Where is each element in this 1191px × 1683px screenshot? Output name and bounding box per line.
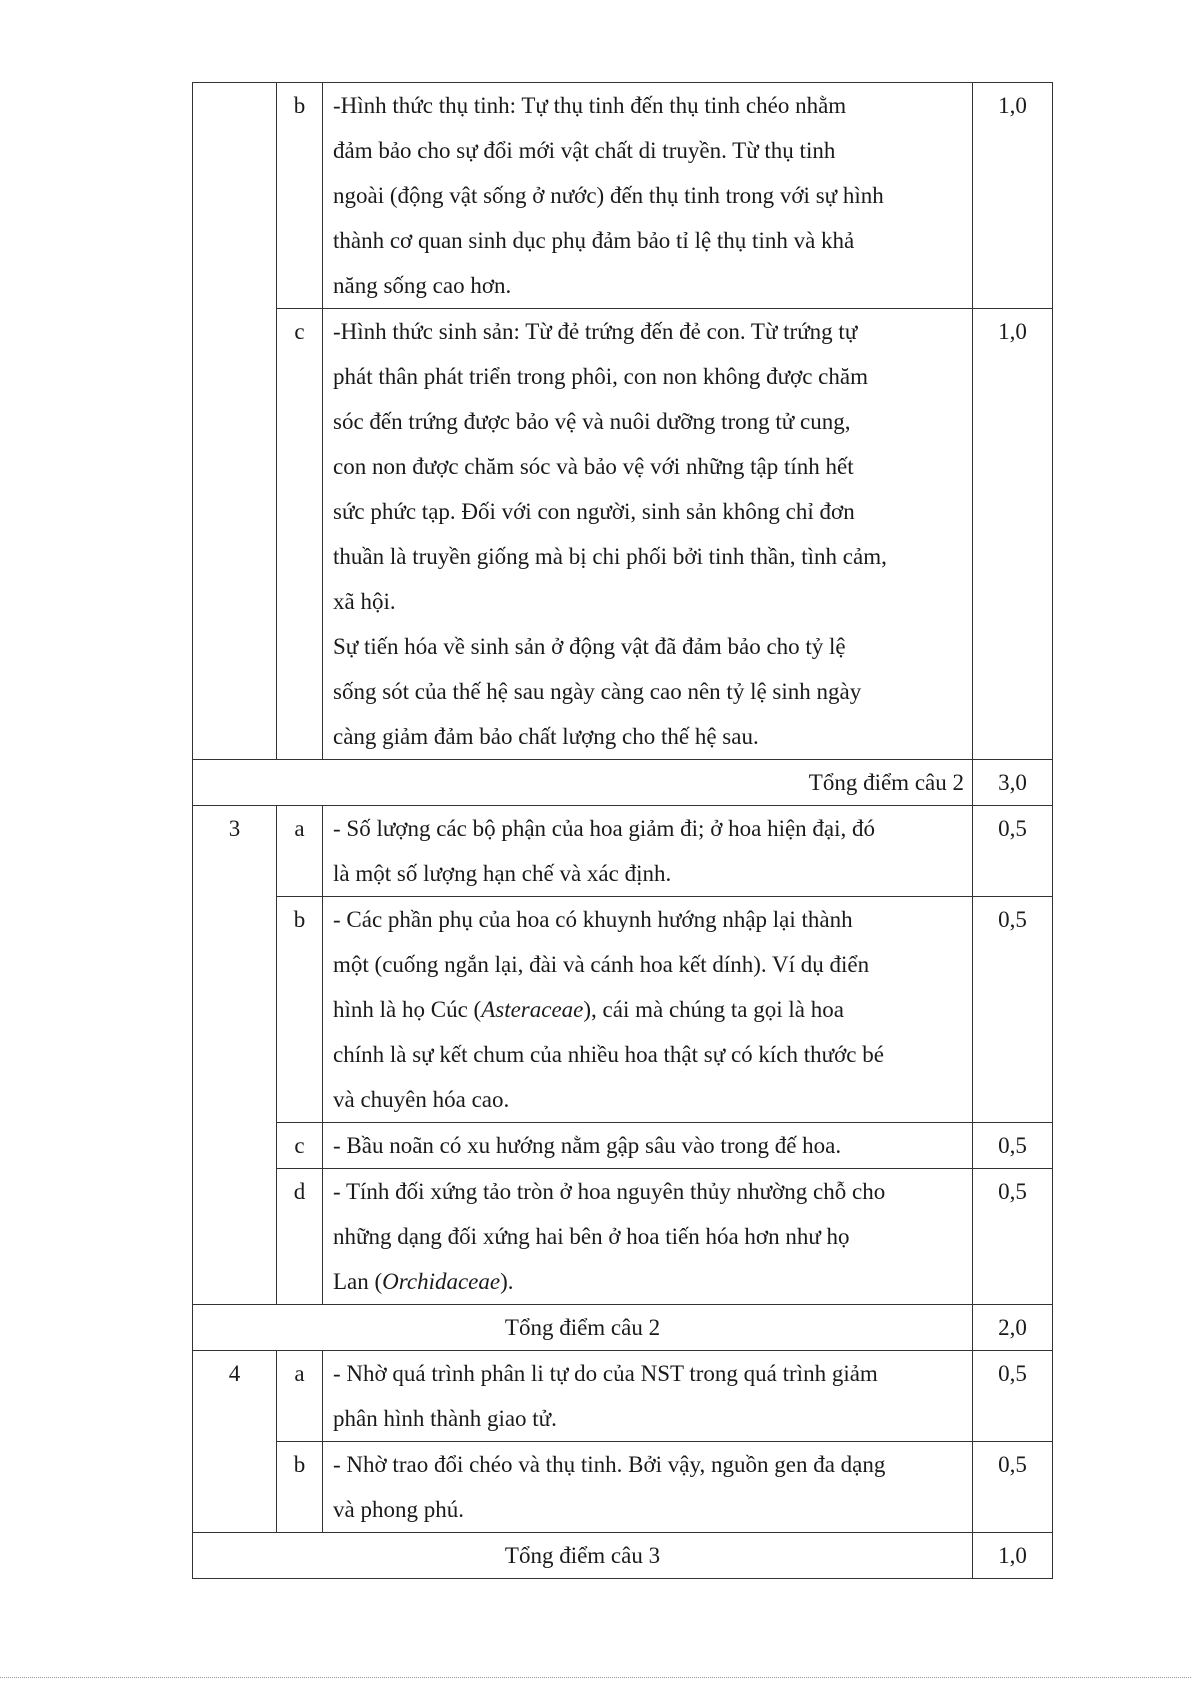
question-number: 3 xyxy=(193,806,277,1305)
answer-row xyxy=(193,1442,1053,1533)
part-label: c xyxy=(277,1123,323,1169)
answer-line: thành cơ quan sinh dục phụ đảm bảo tỉ lệ thụ tinh và khả xyxy=(333,228,855,253)
part-label: b xyxy=(277,83,323,309)
part-label: d xyxy=(277,1169,323,1305)
answer-row xyxy=(193,1123,1053,1169)
total-row xyxy=(193,1305,1053,1351)
answer-line: - Bầu noãn có xu hướng nằm gập sâu vào trong đế hoa. xyxy=(333,1133,842,1158)
answer-content xyxy=(323,1351,973,1442)
score-cell: 0,5 xyxy=(973,897,1053,1123)
score-cell: 0,5 xyxy=(973,1123,1053,1169)
answer-line: và chuyên hóa cao. xyxy=(333,1087,510,1112)
answer-line: - Số lượng các bộ phận của hoa giảm đi; ở hoa hiện đại, đó xyxy=(333,816,876,841)
score-cell: 1,0 xyxy=(973,309,1053,760)
total-label: Tổng điểm câu 2 xyxy=(193,760,973,806)
answer-row xyxy=(193,309,1053,760)
question-number xyxy=(193,83,277,760)
answer-line: con non được chăm sóc và bảo vệ với những tập tính hết xyxy=(333,454,854,479)
answer-line: là một số lượng hạn chế và xác định. xyxy=(333,861,672,886)
answer-line: phát thân phát triển trong phôi, con non không được chăm xyxy=(333,364,868,389)
answer-row xyxy=(193,897,1053,1123)
score-cell: 0,5 xyxy=(973,1351,1053,1442)
total-row xyxy=(193,1533,1053,1579)
page-bottom-rule xyxy=(0,1677,1191,1678)
answer-row xyxy=(193,806,1053,897)
answer-row xyxy=(193,1351,1053,1442)
answer-line: - Các phần phụ của hoa có khuynh hướng nhập lại thành xyxy=(333,907,853,932)
question-number: 4 xyxy=(193,1351,277,1533)
answer-line: năng sống cao hơn. xyxy=(333,273,512,298)
score-cell: 1,0 xyxy=(973,83,1053,309)
answer-line: hình là họ Cúc (Asteraceae), cái mà chúng ta gọi là hoa xyxy=(333,997,844,1022)
part-label: a xyxy=(277,1351,323,1442)
answer-line: và phong phú. xyxy=(333,1497,464,1522)
answer-line: những dạng đối xứng hai bên ở hoa tiến hóa hơn như họ xyxy=(333,1224,850,1249)
answer-line: xã hội. xyxy=(333,589,396,614)
answer-line: thuần là truyền giống mà bị chi phối bởi tinh thần, tình cảm, xyxy=(333,544,887,569)
answer-line: chính là sự kết chum của nhiều hoa thật sự có kích thước bé xyxy=(333,1042,884,1067)
answer-key-table xyxy=(192,82,1053,1579)
answer-line: Sự tiến hóa về sinh sản ở động vật đã đảm bảo cho tỷ lệ xyxy=(333,634,846,659)
total-score: 3,0 xyxy=(973,760,1053,806)
answer-line: - Nhờ trao đổi chéo và thụ tinh. Bởi vậy, nguồn gen đa dạng xyxy=(333,1452,886,1477)
answer-content xyxy=(323,806,973,897)
part-label: a xyxy=(277,806,323,897)
total-label: Tổng điểm câu 2 xyxy=(193,1305,973,1351)
answer-line: càng giảm đảm bảo chất lượng cho thế hệ sau. xyxy=(333,724,759,749)
answer-content xyxy=(323,1442,973,1533)
answer-line: - Nhờ quá trình phân li tự do của NST trong quá trình giảm xyxy=(333,1361,878,1386)
answer-content xyxy=(323,83,973,309)
answer-line: Lan (Orchidaceae). xyxy=(333,1269,514,1294)
answer-content xyxy=(323,897,973,1123)
scientific-name: Orchidaceae xyxy=(382,1269,501,1294)
part-label: c xyxy=(277,309,323,760)
answer-key-body xyxy=(193,83,1053,1579)
answer-line: ngoài (động vật sống ở nước) đến thụ tinh trong với sự hình xyxy=(333,183,884,208)
answer-content xyxy=(323,1169,973,1305)
part-label: b xyxy=(277,1442,323,1533)
answer-line: - Tính đối xứng tảo tròn ở hoa nguyên thủy nhường chỗ cho xyxy=(333,1179,886,1204)
answer-content xyxy=(323,1123,973,1169)
total-score: 1,0 xyxy=(973,1533,1053,1579)
answer-line: sống sót của thế hệ sau ngày càng cao nên tỷ lệ sinh ngày xyxy=(333,679,862,704)
total-row xyxy=(193,760,1053,806)
score-cell: 0,5 xyxy=(973,1442,1053,1533)
answer-line: một (cuống ngắn lại, đài và cánh hoa kết dính). Ví dụ điển xyxy=(333,952,870,977)
answer-line: -Hình thức sinh sản: Từ đẻ trứng đến đẻ con. Từ trứng tự xyxy=(333,319,858,344)
score-cell: 0,5 xyxy=(973,1169,1053,1305)
answer-row xyxy=(193,83,1053,309)
answer-line: đảm bảo cho sự đổi mới vật chất di truyền. Từ thụ tinh xyxy=(333,138,836,163)
answer-line: sức phức tạp. Đối với con người, sinh sản không chỉ đơn xyxy=(333,499,855,524)
total-score: 2,0 xyxy=(973,1305,1053,1351)
answer-row xyxy=(193,1169,1053,1305)
answer-line: -Hình thức thụ tinh: Tự thụ tinh đến thụ tinh chéo nhằm xyxy=(333,93,847,118)
answer-line: sóc đến trứng được bảo vệ và nuôi dưỡng trong tử cung, xyxy=(333,409,851,434)
total-label: Tổng điểm câu 3 xyxy=(193,1533,973,1579)
answer-line: phân hình thành giao tử. xyxy=(333,1406,557,1431)
part-label: b xyxy=(277,897,323,1123)
answer-content xyxy=(323,309,973,760)
score-cell: 0,5 xyxy=(973,806,1053,897)
scientific-name: Asteraceae xyxy=(481,997,584,1022)
